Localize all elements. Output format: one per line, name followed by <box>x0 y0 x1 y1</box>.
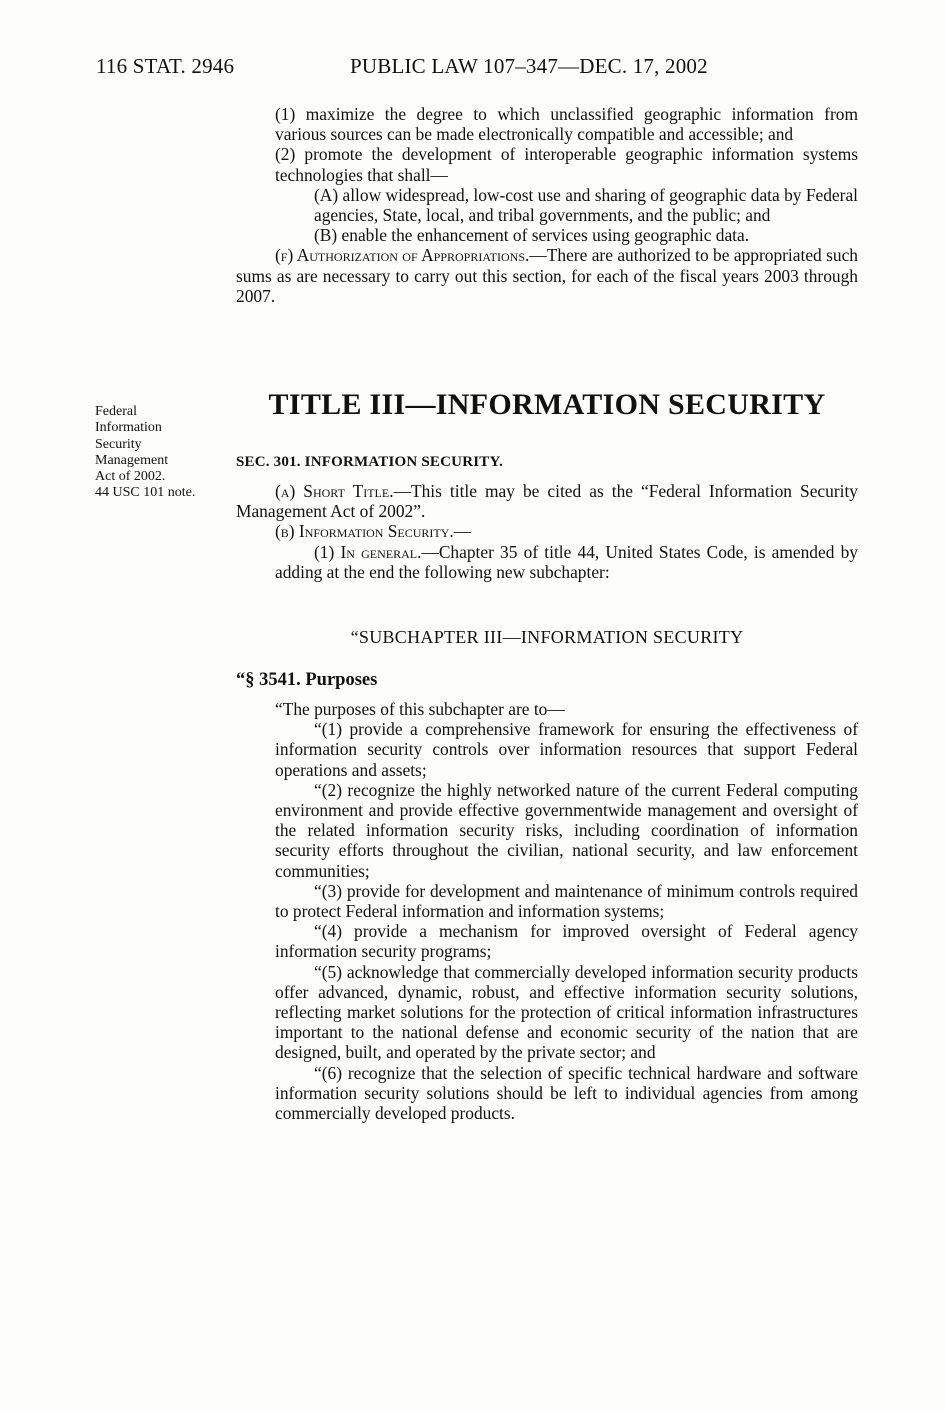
margin-note-line: Security <box>95 436 142 452</box>
item-b-enable: (B) enable the enhancement of services using geographic data. <box>314 225 750 246</box>
information-security-label: (b) Information Security. <box>275 521 454 542</box>
short-title-label: (a) Short Title. <box>275 481 394 501</box>
purpose-3: “(3) provide for development and maintenance of minimum controls required to protect Federal information and information systems; <box>275 880 858 922</box>
short-title-text: —This title may be cited as the “Federal Information Security Management Act of 2002”. <box>236 481 858 522</box>
section-3541-heading: “§ 3541. Purposes <box>236 670 378 690</box>
margin-note <box>95 404 230 502</box>
item-1-maximize: (1) maximize the degree to which unclassified geographic information from various sources can be made electronically compatible and accessible; and <box>275 104 858 145</box>
section-301-heading: SEC. 301. INFORMATION SECURITY. <box>236 454 504 470</box>
title-heading: TITLE III—INFORMATION SECURITY <box>268 388 826 421</box>
subsection-e-continued <box>236 104 858 306</box>
purposes-intro: “The purposes of this subchapter are to— <box>275 699 565 719</box>
margin-note-line: Management <box>95 452 169 468</box>
section-301-body <box>236 481 858 582</box>
purpose-4: “(4) provide a mechanism for improved oversight of Federal agency information security programs; <box>275 921 858 962</box>
purpose-1: “(1) provide a comprehensive framework for ensuring the effectiveness of information security controls over information resources that support Federal operations and assets; <box>275 719 858 780</box>
subsection-f-text: —There are authorized to be appropriated such sums as are necessary to carry out this section, for each of the fiscal years 2003 through 2007. <box>236 245 859 306</box>
purpose-5: “(5) acknowledge that commercially developed information security products offer advanced, dynamic, robust, and effective information security solutions, reflecting market solutions for the protection of critical information infrastructures important to the national defense and economic security of the nation that are designed, built, and operated by the private sector; and <box>275 961 858 1063</box>
purposes-body <box>236 699 858 1123</box>
purpose-6: “(6) recognize that the selection of specific technical hardware and software information security solutions should be left to individual agencies from among commercially developed products. <box>275 1062 858 1124</box>
public-law-header: PUBLIC LAW 107–347—DEC. 17, 2002 <box>350 54 708 78</box>
in-general-paragraph <box>236 542 858 582</box>
in-general-number: (1) <box>314 541 341 562</box>
information-security-paragraph <box>236 521 858 541</box>
short-title-paragraph <box>236 481 858 521</box>
item-2-promote: (2) promote the development of interoperable geographic information systems technologies that shall— <box>275 144 858 185</box>
purpose-2: “(2) recognize the highly networked nature of the current Federal computing environment and provide effective governmentwide management and oversight of the related information security risks, including coordination of information security efforts throughout the civilian, national security, and law enforcement communities; <box>275 779 858 881</box>
in-general-label: In general. <box>340 541 422 562</box>
information-security-dash: — <box>453 521 472 542</box>
item-a-allow: (A) allow widespread, low-cost use and sharing of geographic data by Federal agencies, State, local, and tribal governments, and the public; and <box>314 184 858 226</box>
margin-note-line: Federal <box>95 404 137 419</box>
subsection-f-label: (f) Authorization of Appropriations. <box>275 245 530 266</box>
statute-page-number: 116 STAT. 2946 <box>96 54 235 78</box>
in-general-text: —Chapter 35 of title 44, United States Code, is amended by adding at the end the following new subchapter: <box>275 541 858 582</box>
margin-note-line: Information <box>95 420 162 436</box>
margin-note-line: Act of 2002. <box>95 469 166 485</box>
subchapter-heading: “SUBCHAPTER III—INFORMATION SECURITY <box>350 627 744 647</box>
subsection-f-authorization <box>236 245 858 306</box>
margin-note-line: 44 USC 101 note. <box>95 485 196 501</box>
